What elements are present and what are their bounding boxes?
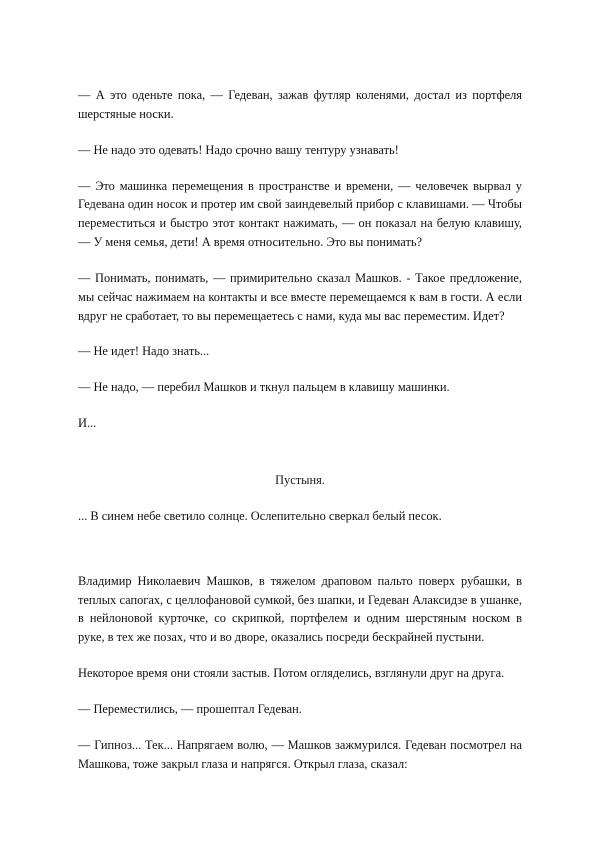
paragraph: ... В синем небе светило солнце. Ослепительно сверкал белый песок. (78, 508, 442, 523)
paragraph: Владимир Николаевич Машков, в тяжелом драповом пальто поверх рубашки, в теплых сапогах, с целлофановой сумкой, без шапки, и Гедеван Алаксидзе в ушанке, в нейлоновой курточке, со скрипкой, портфелем и одним шерстяным носком в руке, в тех же позах, что и во дворе, оказались посреди бескрайней пустыни. (78, 573, 522, 645)
paragraph: — Не идет! Надо знать... (78, 344, 210, 359)
document-body (78, 86, 522, 773)
paragraph: И... (78, 416, 97, 431)
section-heading: Пустыня. (275, 472, 325, 487)
paragraph: — Не надо, — перебил Машков и ткнул пальцем в клавишу машинки. (78, 380, 450, 395)
paragraph: — Гипноз... Тек... Напрягаем волю, — Машков зажмурился. Гедеван посмотрел на Машкова, тоже закрыл глаза и напрягся. Открыл глаза, сказал: (78, 737, 522, 771)
paragraph: — Переместились, — прошептал Гедеван. (78, 701, 302, 716)
paragraph: — Не надо это одевать! Надо срочно вашу тентуру узнавать! (78, 142, 399, 157)
paragraph: — Это машинка перемещения в пространстве и времени, — человечек вырвал у Гедевана один носок и протер им свой заиндевелый прибор с клавишами. — Чтобы переместиться и быстро этот контакт нажимать, — он показал на белую клавишу, — У меня семья, дети! А время относительно. Это вы понимать? (78, 178, 522, 250)
paragraph: Некоторое время они стояли застыв. Потом огляделись, взглянули друг на друга. (78, 666, 505, 681)
paragraph: — Понимать, понимать, — примирительно сказал Машков. - Такое предложение, мы сейчас нажимаем на контакты и все вместе перемещаемся к вам в гости. А если вдруг не сработает, то вы перемещаетесь с нами, куда мы вас переместим. Идет? (78, 270, 522, 323)
paragraph: — А это оденьте пока, — Гедеван, зажав футляр коленями, достал из портфеля шерстяные носки. (78, 88, 522, 121)
